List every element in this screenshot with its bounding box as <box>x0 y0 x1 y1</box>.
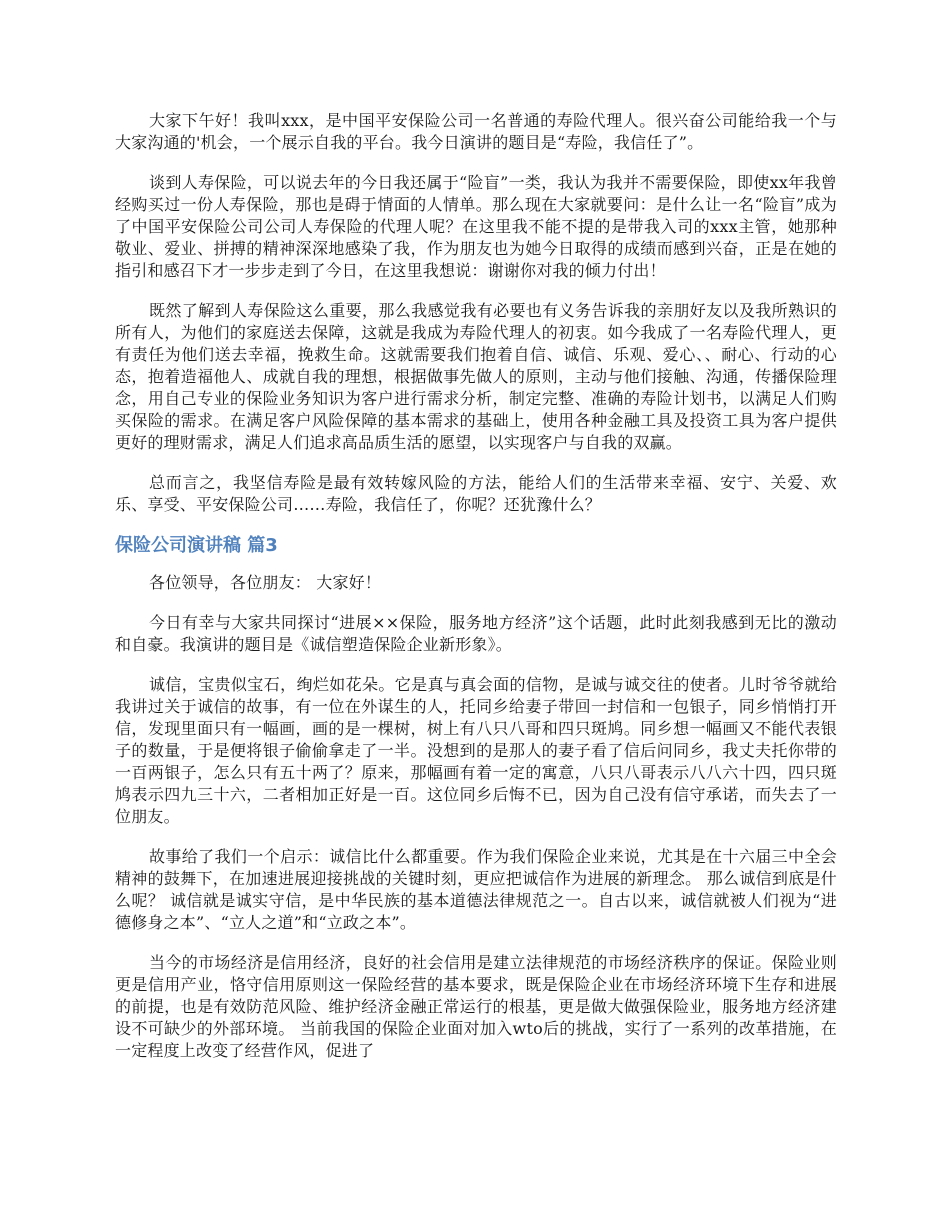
section-heading: 保险公司演讲稿 篇3 <box>115 535 278 556</box>
paragraph: 大家下午好！我叫xxx，是中国平安保险公司一名普通的寿险代理人。很兴奋公司能给我一个与大家沟通的'机会，一个展示自我的平台。我今日演讲的题目是“寿险，我信任了”。 <box>115 111 837 152</box>
paragraph: 当今的市场经济是信用经济，良好的社会信用是建立法律规范的市场经济秩序的保证。保险业则更是信用产业，恪守信用原则这一保险经营的基本要求，既是保险企业在市场经济环境下生存和进展的前提，也是有效防范风险、维护经济金融正常运行的根基，更是做大做强保险业，服务地方经济建设不可缺少的外部环境。 当前我国的保险企业面对加入wto后的挑战，实行了一系列的改革措施，在一定程度上改变了经营作风，促进了 <box>115 953 837 1060</box>
paragraph: 诚信，宝贵似宝石，绚烂如花朵。它是真与真会面的信物，是诚与诚交往的使者。儿时爷爷就给我讲过关于诚信的故事，有一位在外谋生的人，托同乡给妻子带回一封信和一包银子，同乡悄悄打开信，发现里面只有一幅画，画的是一棵树，树上有八只八哥和四只斑鸠。同乡想一幅画又不能代表银子的数量，于是便将银子偷偷拿走了一半。没想到的是那人的妻子看了信后问同乡，我丈夫托你带的一百两银子，怎么只有五十两了？原来，那幅画有着一定的寓意，八只八哥表示八八六十四，四只斑鸠表示四九三十六，二者相加正好是一百。这位同乡后悔不已，因为自己没有信守承诺，而失去了一位朋友。 <box>115 675 837 826</box>
paragraph: 今日有幸与大家共同探讨“进展××保险，服务地方经济”这个话题，此时此刻我感到无比的激动和自豪。我演讲的题目是《诚信塑造保险企业新形象》。 <box>115 613 837 654</box>
paragraph: 既然了解到人寿保险这么重要，那么我感觉我有必要也有义务告诉我的亲朋好友以及我所熟识的所有人，为他们的家庭送去保障，这就是我成为寿险代理人的初衷。如今我成了一名寿险代理人，更有责任为他们送去幸福，挽救生命。这就需要我们抱着自信、诚信、乐观、爱心、、耐心、行动的心态，抱着造福他人、成就自我的理想，根据做事先做人的原则，主动与他们接触、沟通，传播保险理念，用自己专业的保险业务知识为客户进行需求分析，制定完整、准确的寿险计划书，以满足人们购买保险的需求。在满足客户风险保障的基本需求的基础上，使用各种金融工具及投资工具为客户提供更好的理财需求，满足人们追求高品质生活的愿望，以实现客户与自我的双赢。 <box>115 301 837 452</box>
section-1 <box>115 110 837 516</box>
paragraph: 故事给了我们一个启示：诚信比什么都重要。作为我们保险企业来说，尤其是在十六届三中全会精神的鼓舞下，在加速进展迎接挑战的关键时刻，更应把诚信作为进展的新理念。 那么诚信到底是什么呢？ 诚信就是诚实守信，是中华民族的基本道德法律规范之一。自古以来，诚信就被人们视为“进德修身之本”、“立人之道”和“立政之本”。 <box>115 847 837 932</box>
paragraph: 谈到人寿保险，可以说去年的今日我还属于“险盲”一类，我认为我并不需要保险，即使xx年我曾经购买过一份人寿保险，那也是碍于情面的人情单。那么现在大家就要问：是什么让一名“险盲”成为了中国平安保险公司公司人寿保险的代理人呢？在这里我不能不提的是带我入司的xxx主管，她那种敬业、爱业、拼搏的精神深深地感染了我，作为朋友也为她今日取得的成绩而感到兴奋，正是在她的指引和感召下才一步步走到了今日，在这里我想说：谢谢你对我的倾力付出！ <box>115 173 837 280</box>
document-page <box>115 110 837 1080</box>
section-2 <box>115 572 837 1062</box>
paragraph: 各位领导，各位朋友： 大家好！ <box>149 573 382 592</box>
paragraph: 总而言之，我坚信寿险是最有效转嫁风险的方法，能给人们的生活带来幸福、安宁、关爱、欢乐、享受、平安保险公司……寿险，我信任了，你呢？还犹豫什么？ <box>115 473 837 514</box>
